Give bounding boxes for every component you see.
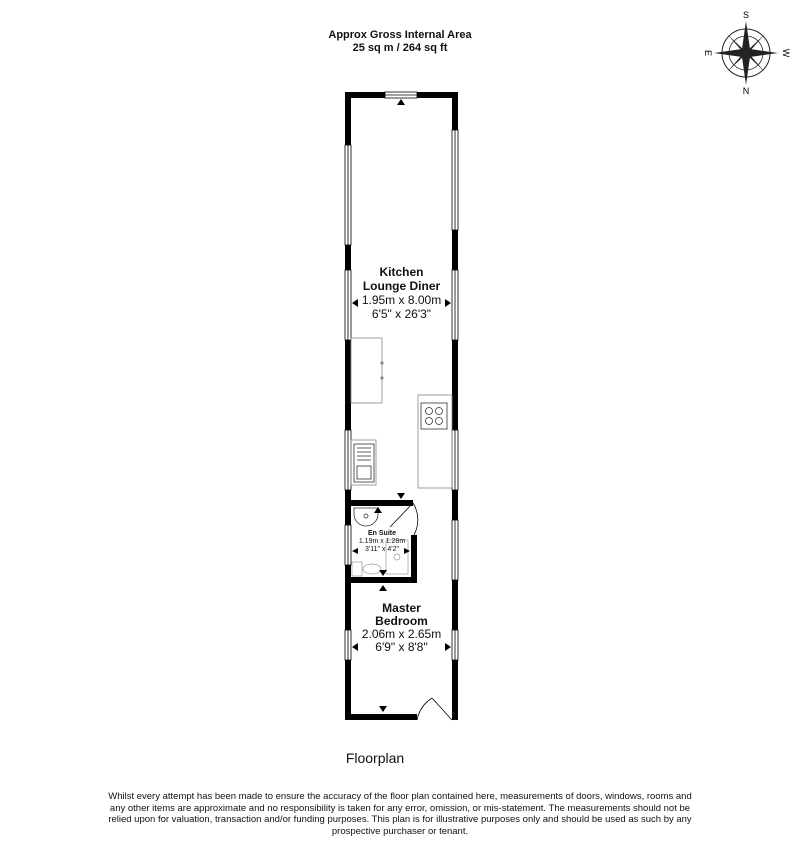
room-metric: 1.95m x 8.00m (361, 293, 442, 307)
room-name-line-2: Lounge Diner (362, 279, 441, 293)
basin-icon (354, 508, 378, 526)
compass-n-label: N (742, 86, 750, 96)
room-metric: 1.19m x 1.28m (358, 538, 406, 545)
floorplan-caption: Floorplan (345, 750, 405, 766)
kitchen-arrow-bottom (397, 493, 405, 499)
kitchen-arrow-top (397, 99, 405, 105)
compass-e-label: E (703, 49, 713, 57)
room-metric: 2.06m x 2.65m (361, 627, 442, 641)
area-title: Approx Gross Internal Area (328, 29, 472, 41)
room-name-line-2: Bedroom (375, 614, 428, 628)
hob-icon (421, 403, 447, 429)
bedroom-arrow-top (379, 585, 387, 591)
area-value: 25 sq m / 264 sq ft (352, 42, 448, 54)
room-name-line-1: Kitchen (379, 265, 424, 279)
room-imperial: 3'11" x 4'2" (365, 546, 399, 553)
compass-s-label: S (742, 10, 750, 20)
room-master-bedroom (351, 602, 452, 654)
sink-icon (354, 444, 374, 482)
room-name-line-1: En Suite (367, 530, 396, 537)
room-imperial: 6'9" x 8'8" (375, 640, 428, 654)
room-en-suite (351, 530, 413, 554)
room-kitchen-lounge-diner (351, 265, 452, 321)
disclaimer-text: Whilst every attempt has been made to ensure the accuracy of the floor plan contained here, measurements of doors, windows, rooms and any other items are approximate and no responsibility is taken for any error, omission, or mis-statement. The measurements should not be relied upon for valuation, transaction and/or funding purposes. This plan is for illustrative purposes only and should be used as such by any prospective purchaser or tenant. (108, 791, 692, 837)
compass-w-label: W (781, 48, 791, 58)
room-imperial: 6'5" x 26'3" (371, 307, 432, 321)
bedroom-arrow-bottom (379, 706, 387, 712)
kitchen-units (351, 338, 452, 488)
toilet-icon (352, 562, 381, 576)
room-name-line-1: Master (382, 601, 421, 615)
